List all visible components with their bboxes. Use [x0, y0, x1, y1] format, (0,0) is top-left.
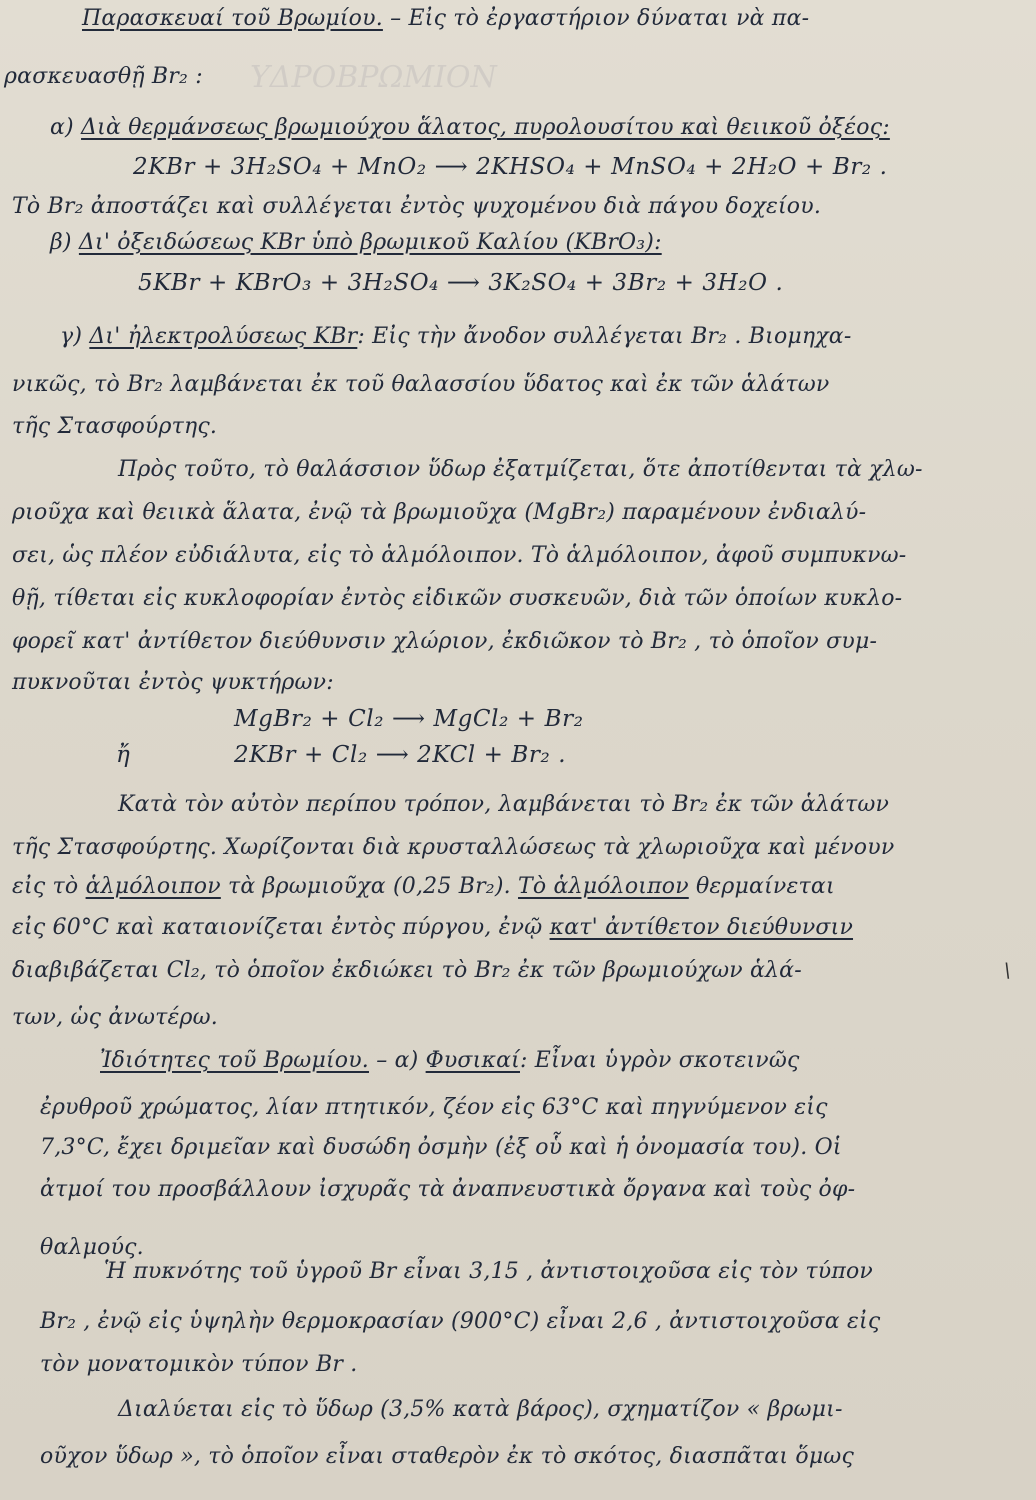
text-fragment: τὰ βρωμιοῦχα (0,25 Br₂). [228, 874, 511, 899]
show-through-text: ΥΔΡΟΒΡΩΜΙΟΝ [250, 60, 497, 95]
method-b-label: β) [50, 230, 72, 255]
section-title-properties: Ἰδιότητες τοῦ Βρωμίου. [100, 1048, 369, 1073]
equation-mgbr2-chlorine: MgBr₂ + Cl₂ ⟶ MgCl₂ + Br₂ [234, 706, 584, 732]
paragraph-seawater-line: σει, ὡς πλέον εὐδιάλυτα, εἰς τὸ ἁλμόλοιπον. Τὸ ἁλμόλοιπον, ἀφοῦ συμπυκνω- [12, 543, 907, 568]
paragraph-stassfurt-line: των, ὡς ἀνωτέρω. [12, 1005, 218, 1030]
density-line: τὸν μονατομικὸν τύπον Br . [40, 1352, 358, 1377]
solubility-line: οῦχον ὕδωρ », τὸ ὁποῖον εἶναι σταθερὸν ἐκ τὸ σκότος, διασπᾶται ὅμως [40, 1444, 854, 1469]
method-c-line1 [60, 322, 852, 352]
paragraph-seawater-line: θῇ, τίθεται εἰς κυκλοφορίαν ἐντὸς εἰδικῶν συσκευῶν, διὰ τῶν ὁποίων κυκλο- [12, 586, 903, 611]
paragraph-seawater-line: Πρὸς τοῦτο, τὸ θαλάσσιον ὕδωρ ἐξατμίζεται, ὅτε ἀποτίθενται τὰ χλω- [118, 457, 923, 482]
underlined-term: ἁλμόλοιπον [85, 874, 221, 899]
text-fragment: : Εἶναι ὑγρὸν σκοτεινῶς [520, 1048, 800, 1073]
method-c-line1-rest: : Εἰς τὴν ἄνοδον συλλέγεται Br₂ . Βιομηχα- [357, 324, 852, 349]
equation-or-word: ἤ [116, 742, 131, 768]
method-a-label: α) [50, 115, 74, 140]
underlined-term: Τὸ ἁλμόλοιπον [518, 874, 689, 899]
method-a-equation: 2KBr + 3H₂SO₄ + MnO₂ ⟶ 2KHSO₄ + MnSO₄ + 2H₂O + Br₂ . [133, 154, 888, 180]
paragraph-seawater-line: φορεῖ κατ' ἀντίθετον διεύθυνσιν χλώριον, ἐκδιῶκον τὸ Br₂ , τὸ ὁποῖον συμ- [12, 629, 878, 654]
heading-rest: – Εἰς τὸ ἐργαστήριον δύναται νὰ πα- [390, 6, 810, 31]
underlined-term: κατ' ἀντίθετον διεύθυνσιν [549, 915, 854, 940]
section-title-preparation: Παρασκευαί τοῦ Βρωμίου. [82, 6, 383, 31]
method-c-line2: νικῶς, τὸ Br₂ λαμβάνεται ἐκ τοῦ θαλασσίου ὕδατος καὶ ἐκ τῶν ἁλάτων [12, 372, 830, 397]
paragraph-stassfurt-line3 [12, 872, 835, 902]
paragraph-stassfurt-line: Κατὰ τὸν αὐτὸν περίπου τρόπον, λαμβάνεται τὸ Br₂ ἐκ τῶν ἁλάτων [118, 792, 890, 817]
method-a-title: Διὰ θερμάνσεως βρωμιούχου ἅλατος, πυρολουσίτου καὶ θειικοῦ ὀξέος: [81, 115, 890, 140]
properties-line: 7,3°C, ἔχει δριμεῖαν καὶ δυσώδη ὀσμὴν (ἐξ οὗ καὶ ἡ ὀνομασία του). Οἱ [40, 1135, 842, 1160]
text-fragment: θερμαίνεται [695, 874, 835, 899]
density-line: Ἡ πυκνότης τοῦ ὑγροῦ Br εἶναι 3,15 , ἀντιστοιχοῦσα εἰς τὸν τύπον [104, 1259, 873, 1284]
heading-continuation: ρασκευασθῇ Br₂ : [4, 64, 203, 89]
margin-mark: \ [1004, 958, 1011, 982]
properties-line: θαλμούς. [40, 1235, 144, 1260]
method-c-title: Δι' ἠλεκτρολύσεως KBr [89, 324, 358, 349]
paragraph-stassfurt-line4 [12, 913, 853, 943]
physical-properties-label: Φυσικαί [425, 1048, 520, 1073]
method-a-heading [50, 113, 890, 143]
equation-kbr-chlorine: 2KBr + Cl₂ ⟶ 2KCl + Br₂ . [234, 742, 567, 768]
density-line: Br₂ , ἐνῷ εἰς ὑψηλὴν θερμοκρασίαν (900°C) εἶναι 2,6 , ἀντιστοιχοῦσα εἰς [40, 1309, 881, 1334]
properties-line: ἐρυθροῦ χρώματος, λίαν πτητικόν, ζέον εἰς 63°C καὶ πηγνύμενον εἰς [40, 1095, 828, 1120]
paragraph-seawater-line: ριοῦχα καὶ θειικὰ ἅλατα, ἐνῷ τὰ βρωμιοῦχα (MgBr₂) παραμένουν ἐνδιαλύ- [12, 500, 867, 525]
paragraph-seawater-line: πυκνοῦται ἐντὸς ψυκτήρων: [12, 670, 334, 695]
method-c-line3: τῆς Στασφούρτης. [12, 414, 218, 439]
paragraph-stassfurt-line: τῆς Στασφούρτης. Χωρίζονται διὰ κρυσταλλώσεως τὰ χλωριοῦχα καὶ μένουν [12, 835, 895, 860]
text-fragment: εἰς 60°C καὶ καταιονίζεται ἐντὸς πύργου, ἐνῷ [12, 915, 543, 940]
properties-heading [100, 1046, 800, 1076]
method-a-note: Τὸ Br₂ ἀποστάζει καὶ συλλέγεται ἐντὸς ψυχομένου διὰ πάγου δοχείου. [12, 194, 822, 219]
method-b-title: Δι' ὀξειδώσεως KBr ὑπὸ βρωμικοῦ Καλίου (KBrO₃): [78, 230, 662, 255]
paragraph-stassfurt-line: διαβιβάζεται Cl₂, τὸ ὁποῖον ἐκδιώκει τὸ Br₂ ἐκ τῶν βρωμιούχων ἁλά- [12, 958, 802, 983]
heading-line [82, 4, 809, 34]
method-b-heading [50, 228, 662, 258]
method-b-equation: 5KBr + KBrO₃ + 3H₂SO₄ ⟶ 3K₂SO₄ + 3Br₂ + 3H₂O . [138, 270, 784, 296]
text-fragment: εἰς τὸ [12, 874, 79, 899]
text-fragment: – α) [376, 1048, 419, 1073]
method-c-label: γ) [60, 324, 83, 349]
properties-line: ἀτμοί του προσβάλλουν ἰσχυρᾶς τὰ ἀναπνευστικὰ ὄργανα καὶ τοὺς ὀφ- [40, 1177, 856, 1202]
solubility-line: Διαλύεται εἰς τὸ ὕδωρ (3,5% κατὰ βάρος), σχηματίζον « βρωμι- [118, 1397, 843, 1422]
